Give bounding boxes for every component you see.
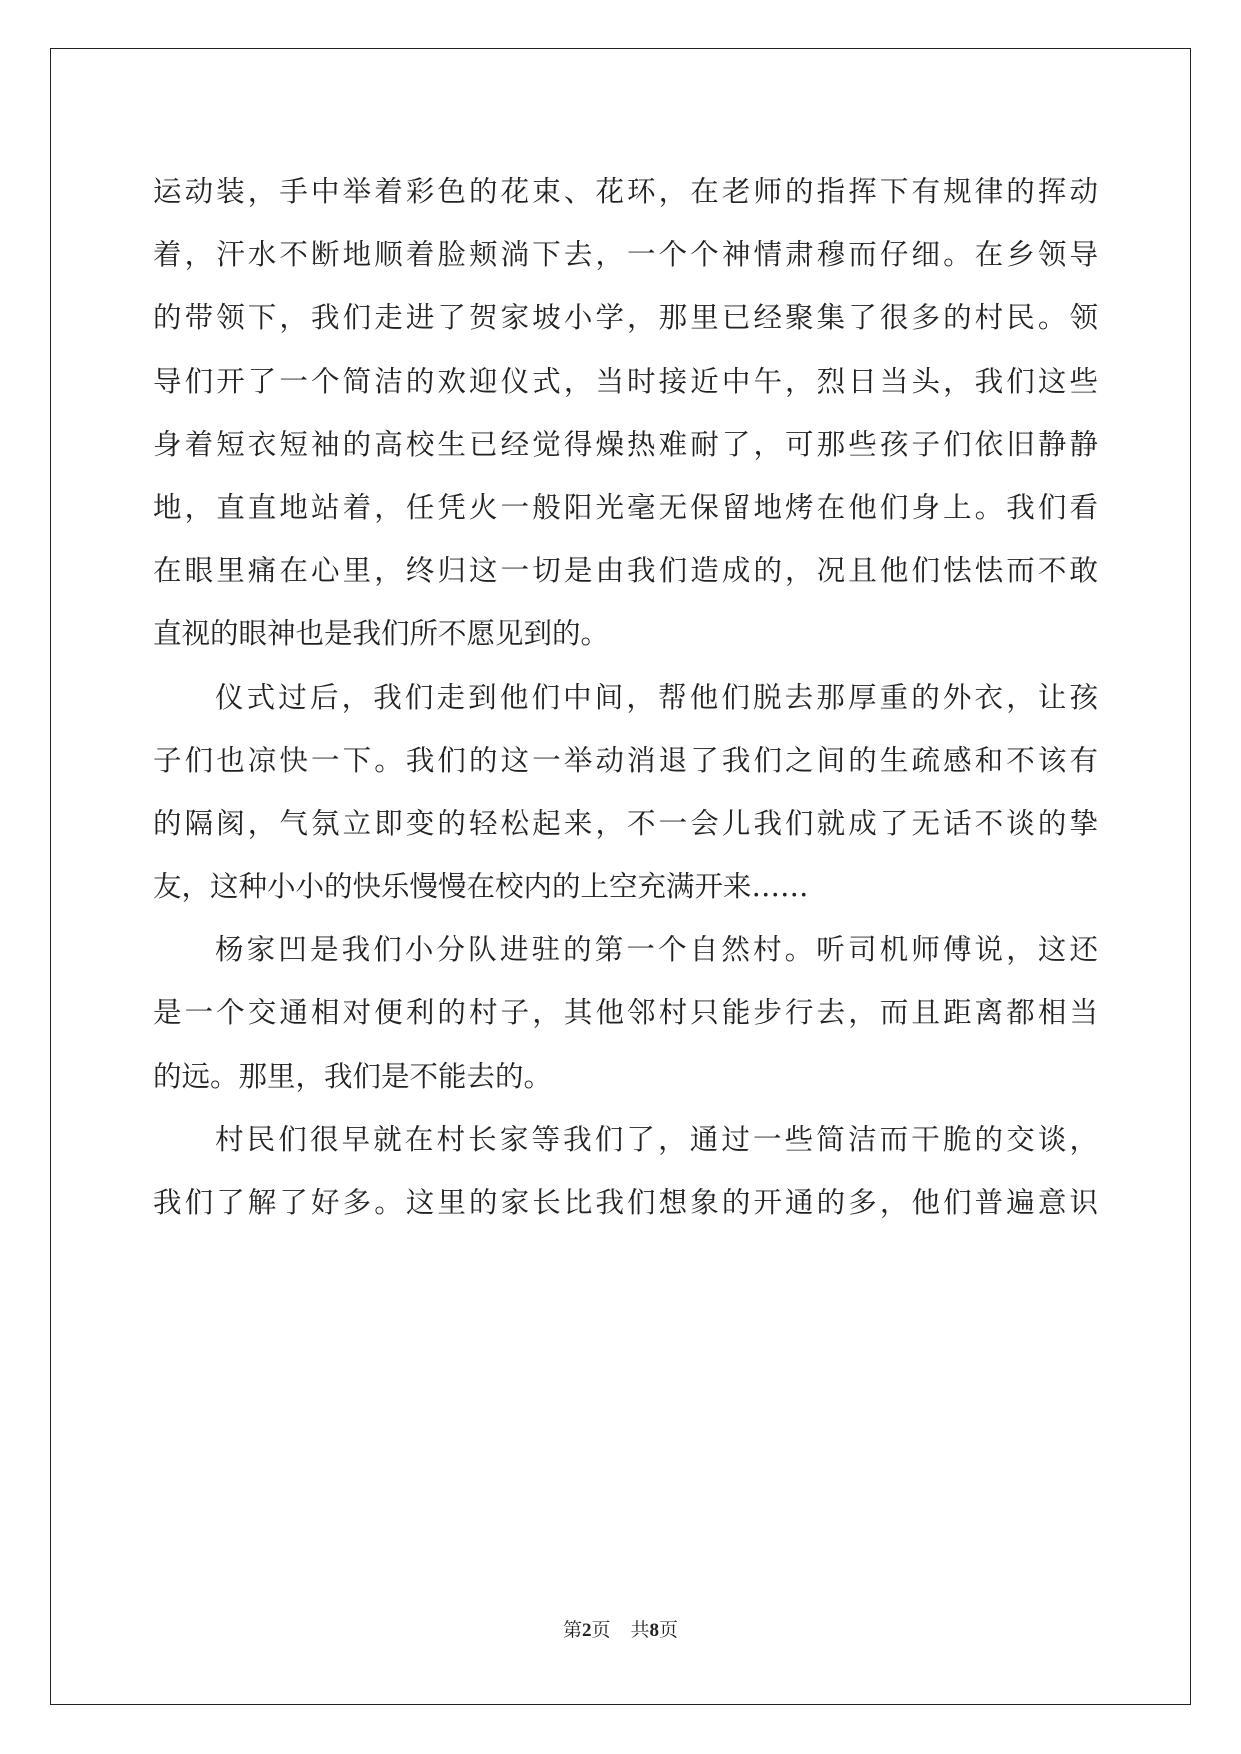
text-line: 友，这种小小的快乐慢慢在校内的上空充满开来…… — [153, 870, 809, 904]
page-footer — [0, 1615, 1241, 1642]
text-line: 仪式过后，我们走到他们中间，帮他们脱去那厚重的外衣，让孩 — [215, 680, 1098, 714]
text-line: 运动装，手中举着彩色的花束、花环，在老师的指挥下有规律的挥动 — [153, 175, 1098, 208]
text-line: 身着短衣短袖的高校生已经觉得燥热难耐了，可那些孩子们依旧静静 — [153, 427, 1098, 461]
text-line: 我们了解了好多。这里的家长比我们想象的开通的多，他们普遍意识 — [153, 1186, 1098, 1219]
text-line: 的隔阂，气氛立即变的轻松起来，不一会儿我们就成了无话不谈的挚 — [153, 806, 1098, 840]
document-body — [153, 160, 1098, 1234]
text-line: 的远。那里，我们是不能去的。 — [153, 1059, 553, 1093]
text-line: 村民们很早就在村长家等我们了，通过一些简洁而干脆的交谈， — [215, 1122, 1098, 1156]
text-line: 子们也凉快一下。我们的这一举动消退了我们之间的生疏感和不该有 — [153, 743, 1098, 777]
text-line: 着，汗水不断地顺着脸颊淌下去，一个个神情肃穆而仔细。在乡领导 — [153, 238, 1098, 272]
text-line: 杨家凹是我们小分队进驻的第一个自然村。听司机师傅说，这还 — [215, 933, 1098, 967]
text-line: 导们开了一个简洁的欢迎仪式，当时接近中午，烈日当头，我们这些 — [153, 364, 1098, 398]
text-line: 是一个交通相对便利的村子，其他邻村只能步行去，而且距离都相当 — [153, 996, 1098, 1030]
page-prefix: 第 — [562, 1620, 582, 1641]
page-suffix: 页 — [591, 1620, 611, 1641]
text-line: 在眼里痛在心里，终归这一切是由我们造成的，况且他们怯怯而不敢 — [153, 554, 1098, 588]
total-suffix: 页 — [659, 1620, 679, 1641]
page-number: 2 — [581, 1620, 592, 1641]
total-prefix: 共 — [630, 1620, 650, 1641]
total-pages: 8 — [649, 1620, 660, 1641]
text-line: 地，直直地站着，任凭火一般阳光毫无保留地烤在他们身上。我们看 — [153, 490, 1098, 524]
text-line: 直视的眼神也是我们所不愿见到的。 — [153, 617, 610, 651]
text-line: 的带领下，我们走进了贺家坡小学，那里已经聚集了很多的村民。领 — [153, 301, 1098, 335]
